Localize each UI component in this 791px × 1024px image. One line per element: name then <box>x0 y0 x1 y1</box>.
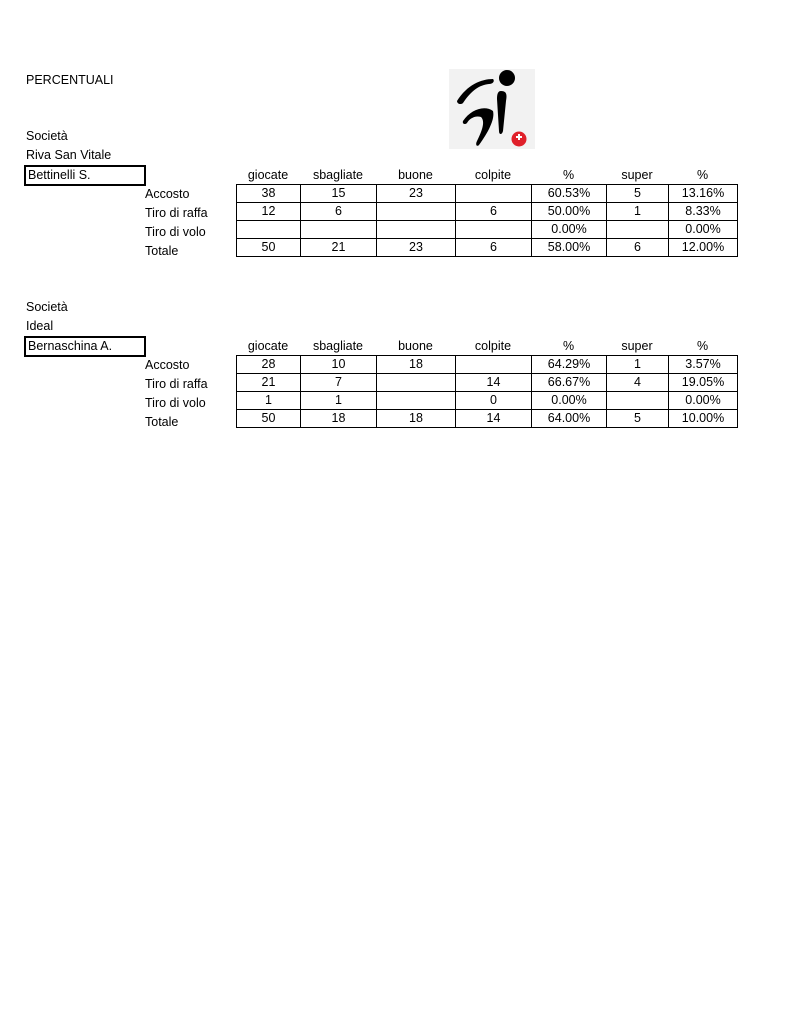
societa-name: Ideal <box>26 319 54 333</box>
cell-super: 6 <box>607 239 669 257</box>
row-label-tiro-di-raffa: Tiro di raffa <box>145 206 208 220</box>
col-header-super-percent: % <box>696 168 709 182</box>
cell-colpite: 6 <box>456 239 532 257</box>
table-row <box>237 374 738 392</box>
col-header-giocate: giocate <box>247 339 289 353</box>
col-header-super-percent: % <box>696 339 709 353</box>
bocce-player-logo-icon <box>449 69 535 149</box>
cell-colpite: 14 <box>456 374 532 392</box>
cell-giocate: 28 <box>237 356 301 374</box>
table-row <box>237 203 738 221</box>
cell-super-percent: 3.57% <box>669 356 738 374</box>
cell-giocate: 12 <box>237 203 301 221</box>
cell-percent: 66.67% <box>532 374 607 392</box>
cell-sbagliate: 6 <box>301 203 377 221</box>
row-label-tiro-di-raffa: Tiro di raffa <box>145 377 208 391</box>
cell-super: 1 <box>607 203 669 221</box>
cell-percent: 64.00% <box>532 410 607 428</box>
table-row <box>237 185 738 203</box>
societa-name: Riva San Vitale <box>26 148 112 162</box>
col-header-buone: buone <box>398 339 433 353</box>
cell-sbagliate: 18 <box>301 410 377 428</box>
cell-sbagliate: 10 <box>301 356 377 374</box>
table-row <box>237 239 738 257</box>
page-title: PERCENTUALI <box>26 73 114 87</box>
cell-giocate: 38 <box>237 185 301 203</box>
cell-colpite <box>456 356 532 374</box>
row-label-accosto: Accosto <box>145 358 190 372</box>
societa-label: Società <box>26 129 68 143</box>
stats-table <box>236 355 738 428</box>
cell-percent: 58.00% <box>532 239 607 257</box>
cell-sbagliate: 7 <box>301 374 377 392</box>
cell-super-percent: 13.16% <box>669 185 738 203</box>
cell-buone: 23 <box>377 239 456 257</box>
col-header-sbagliate: sbagliate <box>312 339 364 353</box>
cell-sbagliate <box>301 221 377 239</box>
cell-colpite <box>456 185 532 203</box>
col-header-giocate: giocate <box>247 168 289 182</box>
cell-super <box>607 392 669 410</box>
cell-percent: 0.00% <box>532 392 607 410</box>
cell-colpite: 6 <box>456 203 532 221</box>
col-header-percent: % <box>562 339 575 353</box>
cell-sbagliate: 1 <box>301 392 377 410</box>
cell-giocate: 21 <box>237 374 301 392</box>
cell-buone: 23 <box>377 185 456 203</box>
row-label-totale: Totale <box>145 244 179 258</box>
cell-sbagliate: 21 <box>301 239 377 257</box>
stats-table <box>236 184 738 257</box>
col-header-percent: % <box>562 168 575 182</box>
table-row <box>237 410 738 428</box>
cell-buone: 18 <box>377 410 456 428</box>
cell-percent: 64.29% <box>532 356 607 374</box>
cell-super-percent: 19.05% <box>669 374 738 392</box>
societa-label: Società <box>26 300 68 314</box>
cell-buone <box>377 392 456 410</box>
cell-buone <box>377 374 456 392</box>
cell-percent: 50.00% <box>532 203 607 221</box>
cell-super-percent: 8.33% <box>669 203 738 221</box>
cell-super-percent: 0.00% <box>669 392 738 410</box>
cell-super: 4 <box>607 374 669 392</box>
cell-super-percent: 0.00% <box>669 221 738 239</box>
cell-giocate: 1 <box>237 392 301 410</box>
col-header-super: super <box>621 339 653 353</box>
cell-super-percent: 12.00% <box>669 239 738 257</box>
table-row <box>237 392 738 410</box>
table-row <box>237 356 738 374</box>
cell-percent: 0.00% <box>532 221 607 239</box>
col-header-colpite: colpite <box>474 339 512 353</box>
col-header-colpite: colpite <box>474 168 512 182</box>
cell-buone <box>377 221 456 239</box>
cell-giocate <box>237 221 301 239</box>
row-label-totale: Totale <box>145 415 179 429</box>
table-row <box>237 221 738 239</box>
col-header-buone: buone <box>398 168 433 182</box>
cell-giocate: 50 <box>237 410 301 428</box>
row-label-tiro-di-volo: Tiro di volo <box>145 396 206 410</box>
cell-colpite: 0 <box>456 392 532 410</box>
col-header-super: super <box>621 168 653 182</box>
cell-buone <box>377 203 456 221</box>
col-header-sbagliate: sbagliate <box>312 168 364 182</box>
cell-colpite: 14 <box>456 410 532 428</box>
cell-super <box>607 221 669 239</box>
row-label-tiro-di-volo: Tiro di volo <box>145 225 206 239</box>
cell-percent: 60.53% <box>532 185 607 203</box>
player-name: Bernaschina A. <box>24 336 146 357</box>
cell-super: 1 <box>607 356 669 374</box>
cell-buone: 18 <box>377 356 456 374</box>
row-label-accosto: Accosto <box>145 187 190 201</box>
cell-giocate: 50 <box>237 239 301 257</box>
player-name: Bettinelli S. <box>24 165 146 186</box>
cell-colpite <box>456 221 532 239</box>
cell-super-percent: 10.00% <box>669 410 738 428</box>
cell-super: 5 <box>607 185 669 203</box>
cell-super: 5 <box>607 410 669 428</box>
cell-sbagliate: 15 <box>301 185 377 203</box>
